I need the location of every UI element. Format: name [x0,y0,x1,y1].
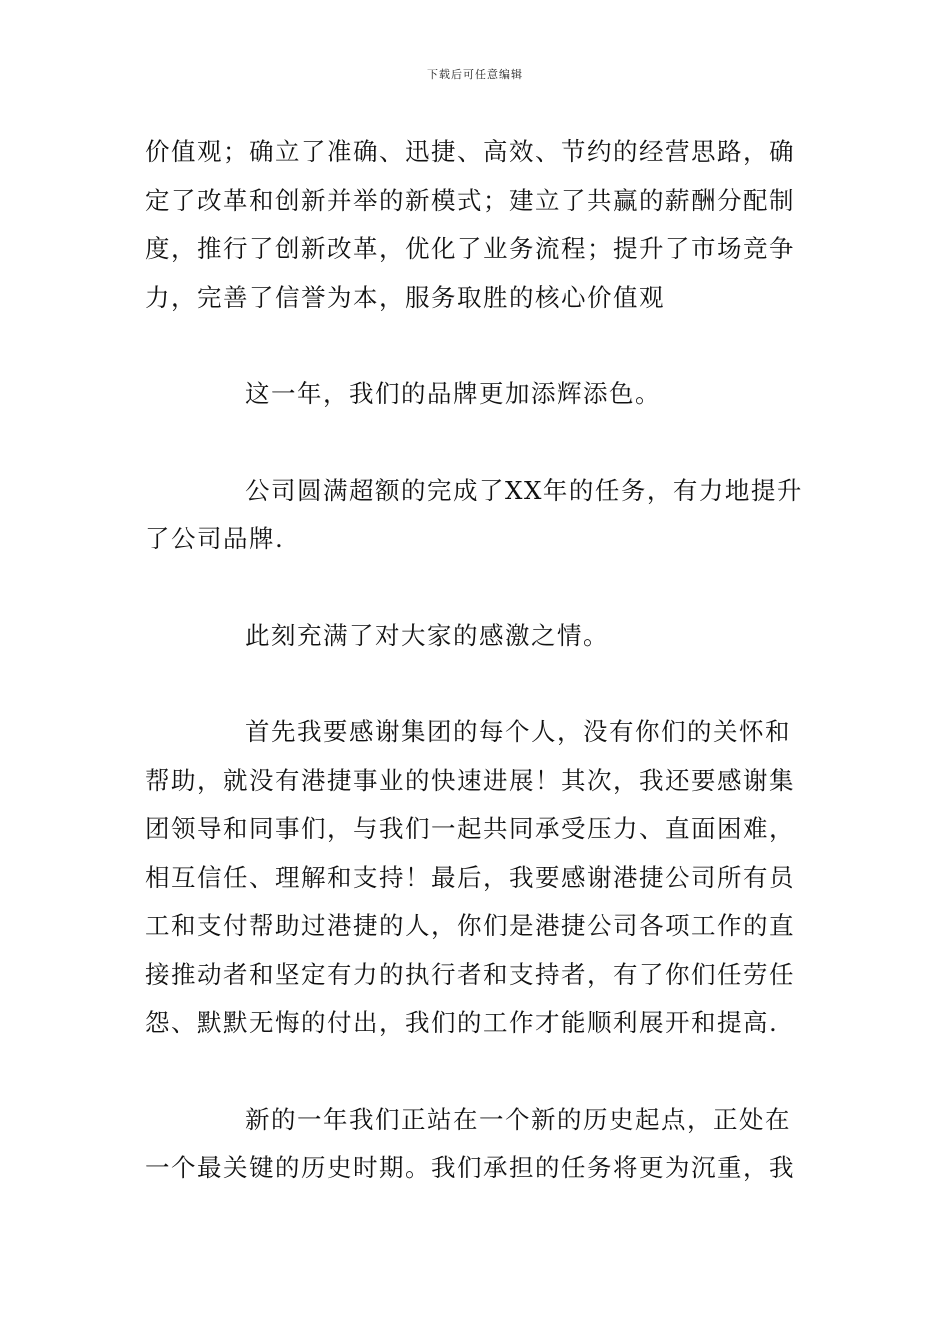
text-line: 度，推行了创新改革，优化了业务流程；提升了市场竞争 [145,234,795,263]
text-line: 公司圆满超额的完成了XX年的任务，有力地提升 [245,475,803,505]
document-body [145,128,809,1193]
text-line: 了公司品牌. [145,524,285,553]
text-line: 相互信任、理解和支持！最后，我要感谢港捷公司所有员 [145,862,795,892]
text-line: 新的一年我们正站在一个新的历史起点，正处在 [245,1104,791,1134]
paragraph-values [145,128,809,322]
text-line: 工和支付帮助过港捷的人，你们是港捷公司各项工作的直 [145,911,795,940]
text-line: 首先我要感谢集团的每个人，没有你们的关怀和 [245,717,791,746]
text-line: 此刻充满了对大家的感激之情。 [245,620,609,650]
text-line: 接推动者和坚定有力的执行者和支持者，有了你们任劳任 [145,959,795,989]
text-line: 帮助，就没有港捷事业的快速进展！其次，我还要感谢集 [145,765,795,795]
text-line: 价值观；确立了准确、迅捷、高效、节约的经营思路，确 [145,137,795,166]
text-line: 力，完善了信誉为本，服务取胜的核心价值观 [145,282,665,312]
text-line: 怨、默默无悔的付出，我们的工作才能顺利展开和提高. [145,1008,779,1037]
paragraph-thanks [145,708,809,1048]
text-line: 一个最关键的历史时期。我们承担的任务将更为沉重，我 [145,1153,795,1182]
paragraph-gratitude [145,612,809,661]
paragraph-brand [145,370,809,419]
text-line: 团领导和同事们，与我们一起共同承受压力、直面困难， [145,814,795,843]
paragraph-new-year [145,1096,809,1193]
paragraph-task [145,467,809,564]
page-header: 下载后可任意编辑 [427,68,523,81]
text-line: 定了改革和创新并举的新模式；建立了共赢的薪酬分配制 [145,185,795,215]
text-line: 这一年，我们的品牌更加添辉添色。 [245,379,661,408]
